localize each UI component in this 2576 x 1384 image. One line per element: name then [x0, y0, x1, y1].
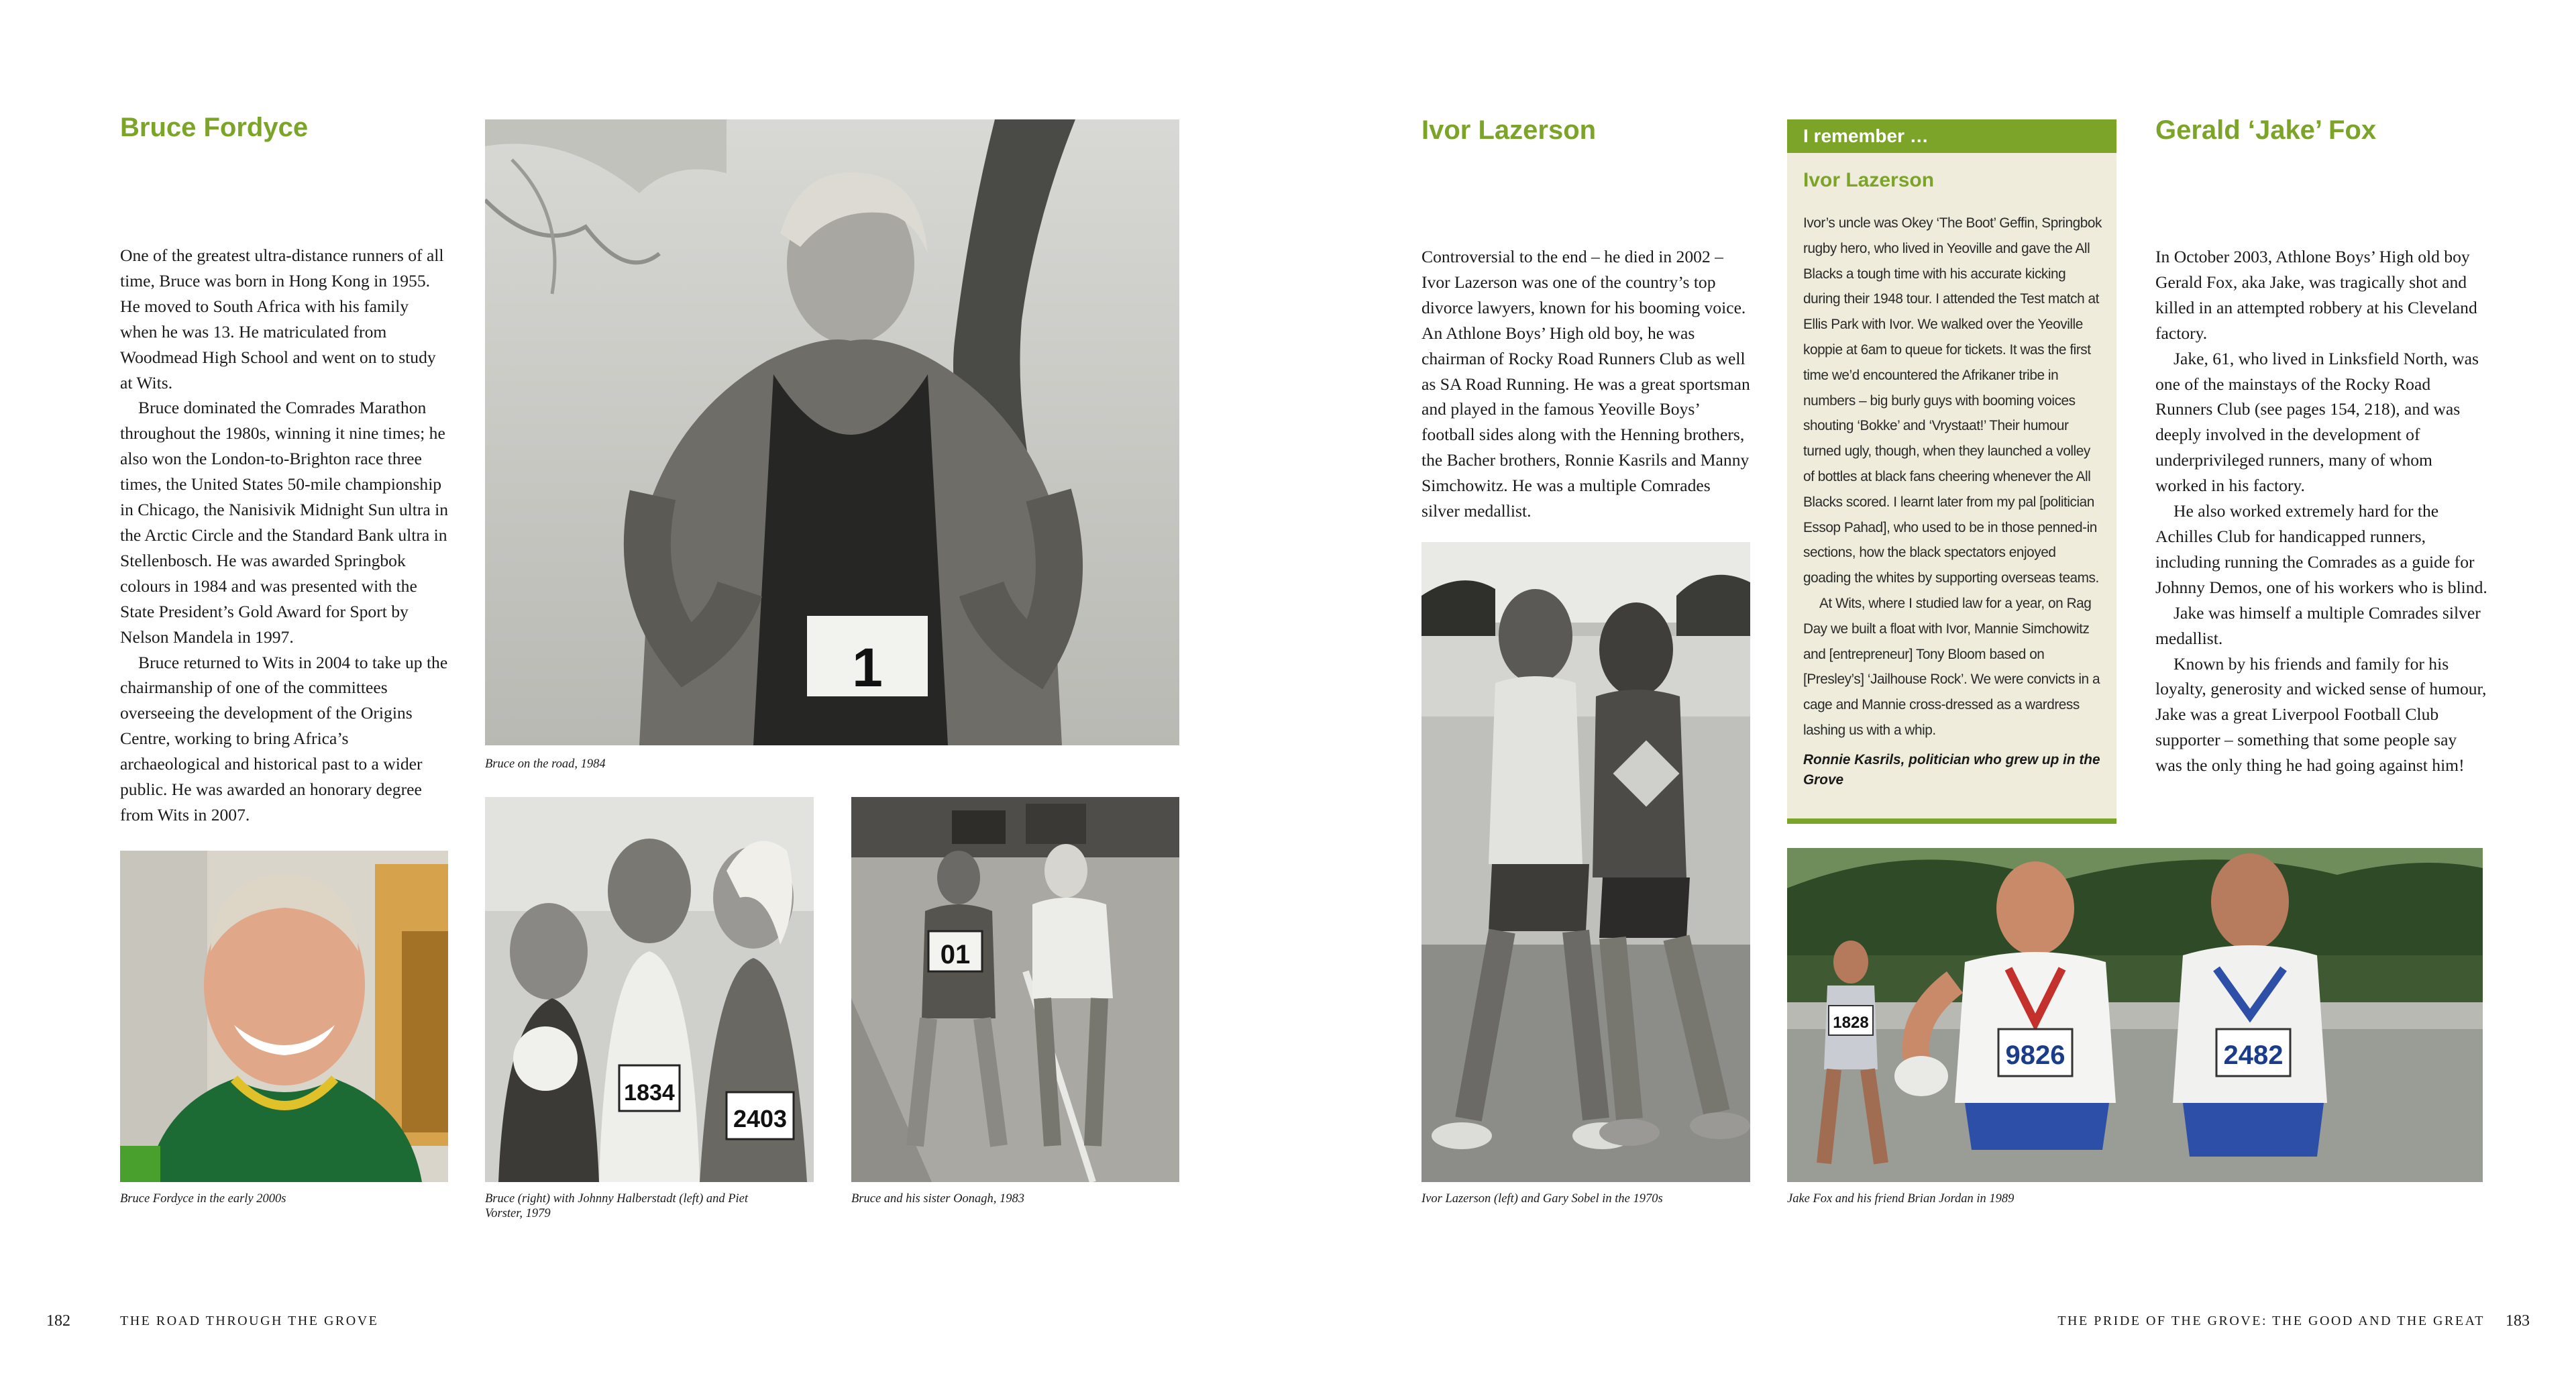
i-remember-title: Ivor Lazerson — [1803, 169, 1935, 191]
bruce-fordyce-heading: Bruce Fordyce — [120, 113, 309, 142]
ivor-lazerson-heading: Ivor Lazerson — [1421, 115, 1597, 145]
fox-paragraph: Known by his friends and family for his loyalty, generosity and wicked sense of humour, Jake was a great Liverpool Football Club supporter – something that some people say was the only thing he had going against him! — [2155, 653, 2487, 776]
caption-bruce-road: Bruce on the road, 1984 — [485, 757, 606, 771]
i-remember-label: I remember … — [1787, 119, 2116, 153]
photo-bruce-and-sister — [851, 797, 1179, 1182]
race-bib-number: 9826 — [2005, 1041, 2065, 1070]
race-bib-number: 1828 — [1833, 1014, 1869, 1032]
fordyce-paragraph: One of the greatest ultra-distance runners of all time, Bruce was born in Hong Kong in 1955. He moved to South Africa with his family when he was 13. He matriculated from Woodmead High School and went on to study at Wits. — [120, 246, 444, 392]
fox-paragraph: Jake, 61, who lived in Linksfield North, was one of the mainstays of the Rocky Road Runners Club (see pages 154, 218), and was deeply involved in the development of underprivileged runners, many of whom worked in his factory. — [2155, 348, 2479, 496]
running-head-left: THE ROAD THROUGH THE GROVE — [120, 1314, 379, 1328]
bruce-fordyce-body — [120, 243, 449, 828]
i-remember-attribution: Ronnie Kasrils, politician who grew up in the Grove — [1803, 751, 2100, 788]
fox-paragraph: Jake was himself a multiple Comrades silver medallist. — [2155, 602, 2481, 648]
caption-jake-fox: Jake Fox and his friend Brian Jordan in 1989 — [1787, 1192, 2015, 1206]
race-bib-number: 1 — [852, 637, 883, 698]
caption-bruce-with-friends: Bruce (right) with Johnny Halberstadt (left) and Piet Vorster, 1979 — [485, 1192, 749, 1220]
i-remember-sidebar — [1787, 119, 2116, 824]
ivor-lazerson-body — [1421, 244, 1750, 524]
photo-ivor-lazerson — [1421, 542, 1750, 1182]
page-number-left: 182 — [46, 1312, 70, 1330]
fordyce-paragraph: Bruce returned to Wits in 2004 to take up the chairmanship of one of the committees overseeing the development of the Origins Centre, working to bring Africa’s archaeological and historical past to a wider public. He was awarded an honorary degree from Wits in 2007. — [120, 652, 448, 824]
running-head-right: THE PRIDE OF THE GROVE: THE GOOD AND THE GREAT — [2057, 1314, 2485, 1328]
fox-paragraph: He also worked extremely hard for the Achilles Club for handicapped runners, including running the Comrades as a guide for Johnny Demos, one of his workers who is blind. — [2155, 501, 2487, 597]
photo-bruce-on-road — [485, 119, 1179, 745]
caption-bruce-and-sister: Bruce and his sister Oonagh, 1983 — [851, 1192, 1024, 1206]
photo-jake-fox-and-brian-jordan — [1787, 848, 2483, 1182]
lazerson-paragraph: Controversial to the end – he died in 2002 – Ivor Lazerson was one of the country’s top divorce lawyers, known for his booming voice. An Athlone Boys’ High old boy, he was chairman of Rocky Road Runners Club as well as SA Road Running. He was a great sportsman and played in the famous Yeoville Boys’ football sides along with the Henning brothers, the Bacher brothers, Ronnie Kasrils and Manny Simchowitz. He was a multiple Comrades silver medallist. — [1421, 247, 1750, 521]
race-bib-number: 1834 — [624, 1080, 675, 1106]
photo-bruce-with-friends — [485, 797, 814, 1182]
photo-bruce-portrait — [120, 851, 448, 1182]
i-remember-text — [1803, 211, 2104, 743]
race-bib-number: 2482 — [2223, 1041, 2284, 1070]
i-remember-paragraph: Ivor’s uncle was Okey ‘The Boot’ Geffin, Springbok rugby hero, who lived in Yeoville and gave the All Blacks a tough time with his accurate kicking during their 1948 tour. I attended the Test match at Ellis Park with Ivor. We walked over the Yeoville koppie at 6am to queue for tickets. It was the first time we’d encountered the Afrikaner tribe in numbers – big burly guys with booming voices shouting ‘Bokke’ and ‘Vrystaat!’ Their humour turned ugly, though, when they launched a volley of bottles at black fans cheering whenever the All Blacks scored. I learnt later from my pal [politician Essop Pahad], who used to be in those penned-in sections, how the black spectators enjoyed goading the whites by supporting overseas teams. — [1803, 215, 2102, 586]
jake-fox-heading: Gerald ‘Jake’ Fox — [2155, 115, 2377, 145]
fordyce-paragraph: Bruce dominated the Comrades Marathon throughout the 1980s, winning it nine times; he also won the London-to-Brighton race three times, the United States 50-mile championship in Chicago, the Nanisivik Midnight Sun ultra in the Arctic Circle and the Standard Bank ultra in Stellenbosch. He was awarded Springbok colours in 1984 and was presented with the State President’s Gold Award for Sport by Nelson Mandela in 1997. — [120, 398, 449, 647]
race-bib-number: 2403 — [733, 1105, 788, 1132]
jake-fox-body — [2155, 244, 2487, 778]
fox-paragraph: In October 2003, Athlone Boys’ High old boy Gerald Fox, aka Jake, was tragically shot and killed in an attempted robbery at his Cleveland factory. — [2155, 247, 2477, 343]
caption-bruce-portrait: Bruce Fordyce in the early 2000s — [120, 1192, 286, 1206]
caption-ivor-lazerson: Ivor Lazerson (left) and Gary Sobel in the 1970s — [1421, 1192, 1663, 1206]
page-number-right: 183 — [2506, 1312, 2530, 1330]
i-remember-paragraph: At Wits, where I studied law for a year, on Rag Day we built a float with Ivor, Mannie Simchowitz and [entrepreneur] Tony Bloom based on [Presley’s] ‘Jailhouse Rock’. We were convicts in a cage and Mannie cross-dressed as a wardress lashing us with a whip. — [1803, 595, 2100, 738]
race-bib-number: 01 — [940, 940, 971, 969]
